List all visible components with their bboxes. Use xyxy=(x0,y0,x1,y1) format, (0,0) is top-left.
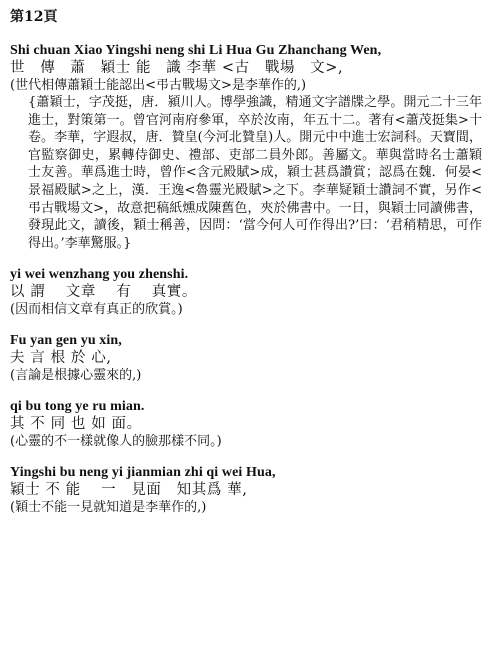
verse-block xyxy=(10,464,482,516)
translation-line: (世代相傳蕭穎士能認出<弔古戰場文>是李華作的,) xyxy=(10,78,307,93)
chinese-line: 其 不 同 也 如 面。 xyxy=(10,416,142,433)
verse-block xyxy=(10,266,482,318)
pinyin-line: Fu yan gen yu xin, xyxy=(10,333,122,349)
pinyin-line: Yingshi bu neng yi jianmian zhi qi wei Hua, xyxy=(10,465,276,481)
page-number: 第12頁 xyxy=(10,9,58,25)
translation-line: (因而相信文章有真正的欣賞。) xyxy=(10,302,183,318)
translation-line: (心靈的不一樣就像人的臉那樣不同。) xyxy=(10,434,222,450)
annotation-note: {蕭穎士，字茂挺，唐．潁川人。博學強識，精通文字譜牒之學。開元二十三年進士，對策第一。曾官河南府參軍，卒於汝南，年五十二。著有<蕭茂挺集>十卷。李華，字遐叔，唐．贊皇(今河北贊皇)人。開元中中進士宏詞科。天寶間，官監察御史，累轉侍御史、禮部、吏部二員外郎。善屬文。華與當時名士蕭穎士友善。華爲進士時，曾作<含元殿賦>成，穎士甚爲讚賞；認爲在魏．何晏<景福殿賦>之上，漢．王逸<魯靈光殿賦>之下。李華疑穎士讚詞不實，另作<弔古戰場文>，故意把稿紙燻成陳舊色，夾於佛書中。一日，與穎士同讀佛書，發現此文，讀後，穎士稱善，因問：‘當今何人可作得出?’曰：‘君稍精思，可作得出。’李華驚服。} xyxy=(28,95,482,251)
translation-line: (穎士不能一見就知道是李華作的,) xyxy=(10,500,207,516)
pinyin-line: yi wei wenzhang you zhenshi. xyxy=(10,267,189,283)
verse-block xyxy=(10,398,482,450)
pinyin-line: Shi chuan Xiao Yingshi neng shi Li Hua Gu Zhanchang Wen, xyxy=(10,43,382,58)
chinese-line: 夫 言 根 於 心, xyxy=(10,350,112,367)
verse-block xyxy=(10,332,482,384)
chinese-line: 以 謂 文章 有 真實。 xyxy=(10,284,197,301)
chinese-line: 穎士 不 能 一 見面 知其爲 華, xyxy=(10,482,248,499)
translation-line: (言論是根據心靈來的,) xyxy=(10,368,142,384)
verse-block xyxy=(10,42,482,94)
pinyin-line: qi bu tong ye ru mian. xyxy=(10,399,145,415)
chinese-line: 世 傳 蕭 穎士 能 識 李華 <古 戰場 文>, xyxy=(10,60,344,76)
